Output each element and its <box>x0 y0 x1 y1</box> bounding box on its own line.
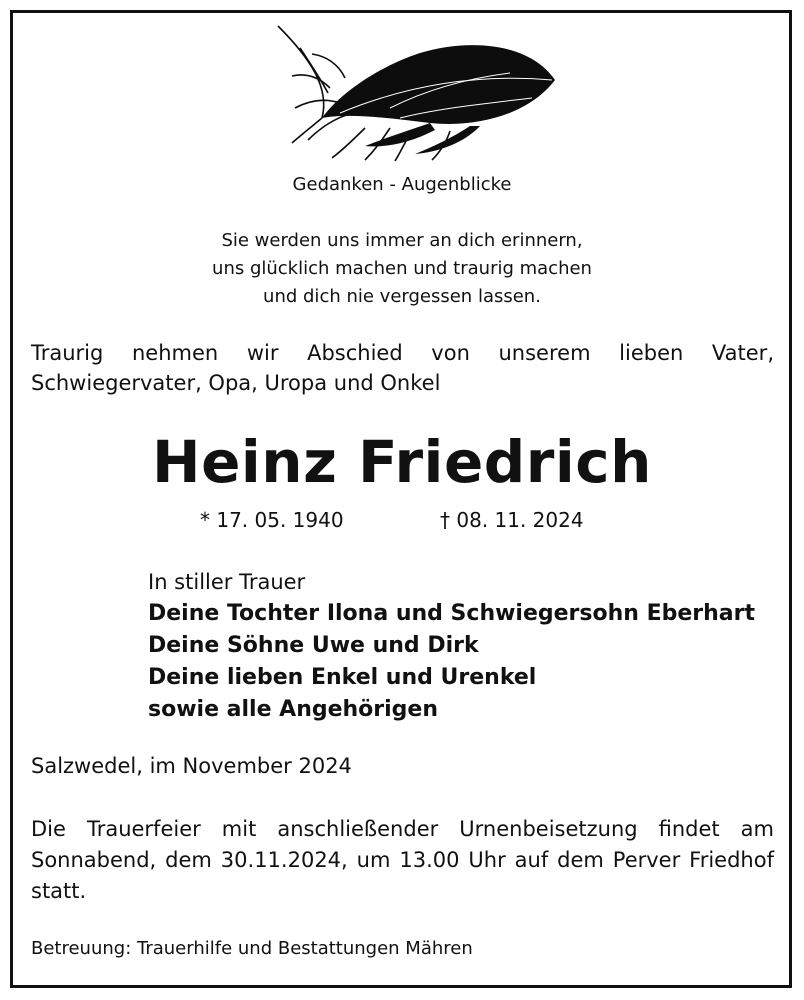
poem-title: Gedanken - Augenblicke <box>292 174 512 195</box>
funeral-notice: Die Trauerfeier mit anschließender Urnenbeisetzung findet am Sonnabend, dem 30.11.2024, um 13.00 Uhr auf dem Perver Friedhof statt. <box>31 817 774 903</box>
feather-icon <box>270 18 562 164</box>
care-note: Betreuung: Trauerhilfe und Bestattungen Mähren <box>31 938 473 959</box>
intro-text: Traurig nehmen wir Abschied von unserem lieben Vater, Schwiegervater, Opa, Uropa und Onkel <box>31 341 774 395</box>
poem-line: uns glücklich machen und traurig machen <box>212 258 592 279</box>
mourner-line: Deine Söhne Uwe und Dirk <box>148 633 479 658</box>
deceased-name: Heinz Friedrich <box>152 428 652 496</box>
mourner-line: sowie alle Angehörigen <box>148 697 439 722</box>
mourners <box>148 566 755 726</box>
mourners-heading: In stiller Trauer <box>148 570 306 594</box>
poem-line: Sie werden uns immer an dich erinnern, <box>221 230 583 251</box>
mourner-line: Deine lieben Enkel und Urenkel <box>148 665 537 690</box>
poem-line: und dich nie vergessen lassen. <box>263 286 541 307</box>
birth-date: * 17. 05. 1940 <box>200 508 344 532</box>
poem <box>0 227 804 311</box>
death-date: † 08. 11. 2024 <box>440 508 584 532</box>
mourner-line: Deine Tochter Ilona und Schwiegersohn Eberhart <box>148 601 756 626</box>
place-date: Salzwedel, im November 2024 <box>31 754 352 778</box>
